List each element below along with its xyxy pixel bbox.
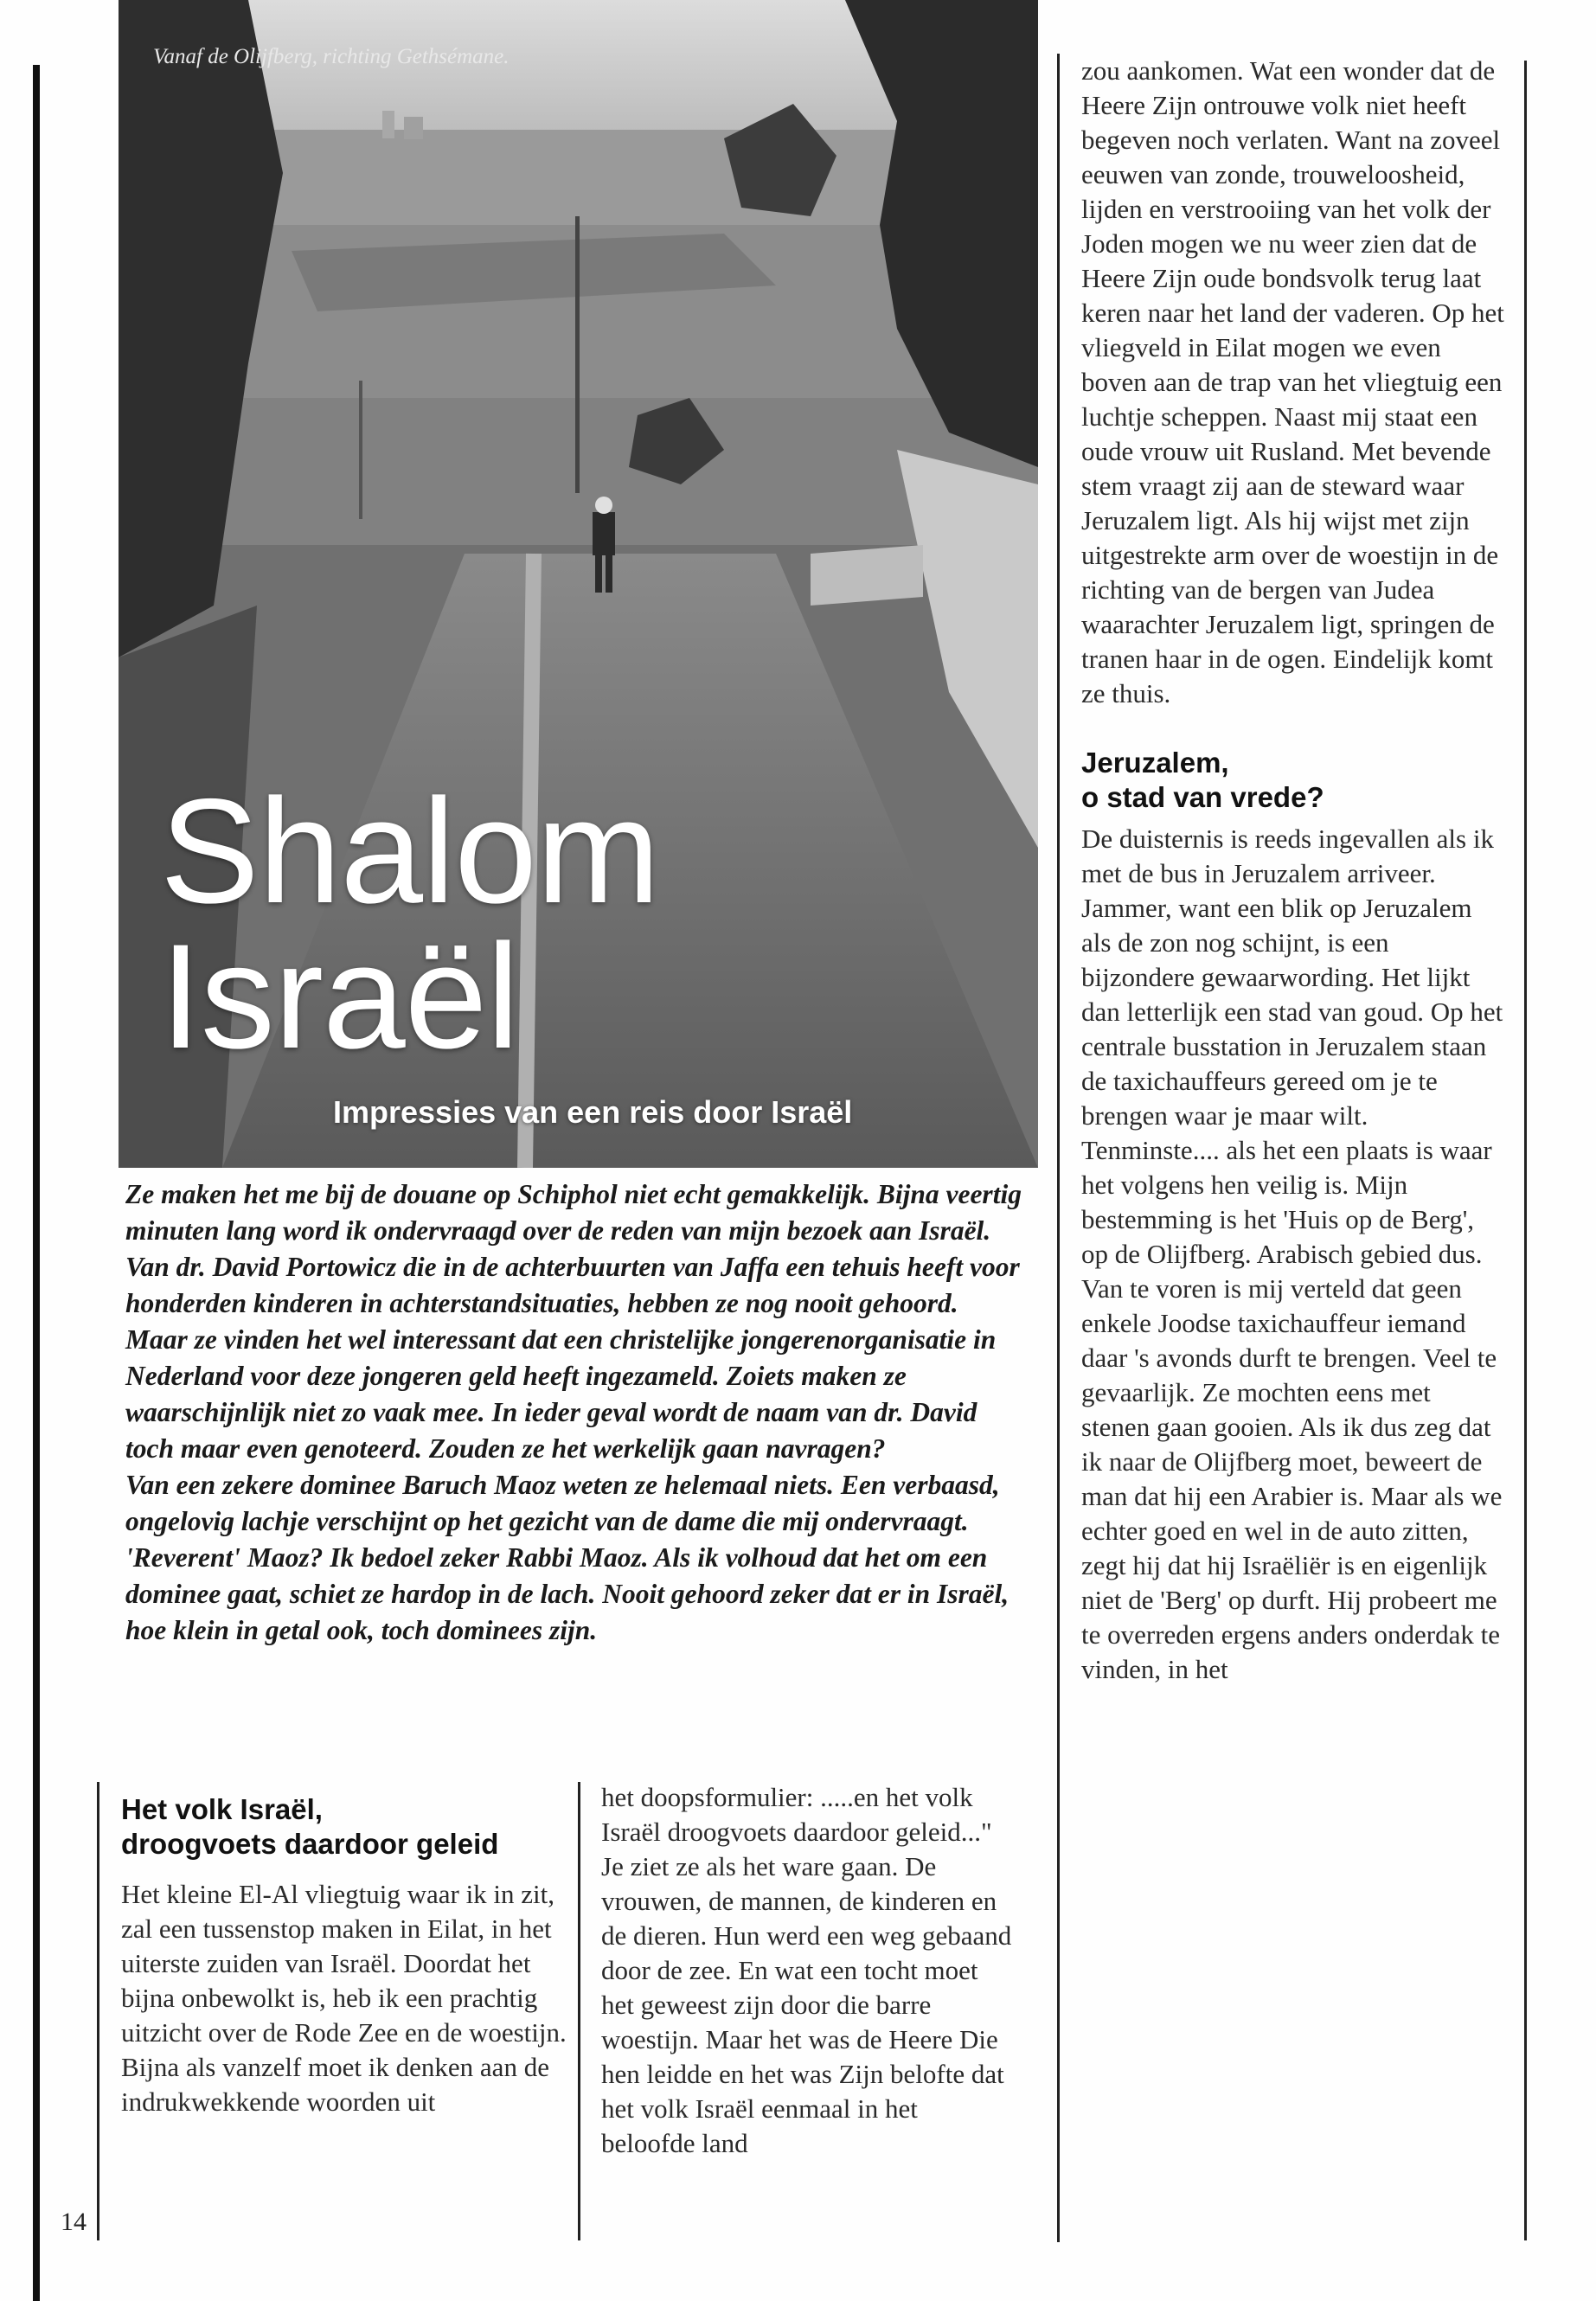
title-line-1: Shalom	[160, 768, 660, 934]
section-heading-volk	[121, 1792, 571, 1862]
column-rule-1	[578, 1782, 580, 2240]
column-2-body: het doopsformulier: .....en het volk Israël droogvoets daardoor geleid..." Je ziet ze als het ware gaan. De vrouwen, de mannen, de kinderen en de dieren. Hun werd een weg gebaand door de zee. En wat een tocht moet het geweest zijn door die barre woestijn. Maar het was de Heere Die hen leidde en het was Zijn belofte dat het volk Israël eenmaal in het beloofde land	[601, 1782, 1012, 2158]
column-3	[1081, 54, 1505, 1687]
article-subtitle: Impressies van een reis door Israël	[333, 1094, 853, 1130]
heading-line-1: Het volk Israël,	[121, 1793, 323, 1825]
heading-line-2: o stad van vrede?	[1081, 781, 1324, 813]
column-rule-right	[1524, 61, 1527, 2240]
article-photo	[119, 0, 1038, 1168]
page-edge	[33, 65, 40, 2301]
column-3-body: zou aankomen. Wat een wonder dat de Heere Zijn ontrouwe volk niet heeft begeven noch verlaten. Want na zoveel eeuwen van zonde, trouweloosheid, lijden en verstrooiing van het volk der Joden mogen we nu weer zien dat de Heere Zijn oude bondsvolk terug laat keren naar het land der vaderen. Op het vliegveld in Eilat mogen we even boven aan de trap van het vliegtuig een luchtje scheppen. Naast mij staat een oude vrouw uit Rusland. Met bevende stem vraagt zij aan de steward waar Jeruzalem ligt. Als hij wijst met zijn uitgestrekte arm over de woestijn in de richting van de bergen van Judea waarachter Jeruzalem ligt, springen de tranen haar in de ogen. Eindelijk komt ze thuis.	[1081, 55, 1504, 708]
intro-paragraph-1: Ze maken het me bij de douane op Schiphol niet echt gemakkelijk. Bijna veertig minuten lang word ik ondervraagd over de reden van mijn bezoek aan Israël. Van dr. David Portowicz die in de achterbuurten van Jaffa een tehuis heeft voor honderden kinderen in achterstandsituaties, hebben ze nog nooit gehoord. Maar ze vinden het wel interessant dat een christelijke jongerenorganisatie in Nederland voor deze jongeren geld heeft ingezameld. Zoiets maken ze waarschijnlijk niet zo vaak mee. In ieder geval wordt de naam van dr. David toch maar even genoteerd. Zouden ze het werkelijk gaan navragen?	[125, 1179, 1022, 1464]
column-1-body: Het kleine El-Al vliegtuig waar ik in zit, zal een tussenstop maken in Eilat, in het uiterste zuiden van Israël. Doordat het bijna onbewolkt is, heb ik een prachtig uitzicht over de Rode Zee en de woestijn. Bijna als vanzelf moet ik denken aan de indrukwekkende woorden uit	[121, 1879, 567, 2117]
intro-paragraph-2: Van een zekere dominee Baruch Maoz weten ze helemaal niets. Een verbaasd, ongelovig lachje verschijnt op het gezicht van de dame die mij ondervraagt. 'Reverent' Maoz? Ik bedoel zeker Rabbi Maoz. Als ik volhoud dat het om een dominee gaat, schiet ze hardop in de lach. Nooit gehoord zeker dat er in Israël, hoe klein in getal ook, toch dominees zijn.	[125, 1470, 1010, 1645]
page-number: 14	[61, 2208, 87, 2236]
column-1	[121, 1792, 571, 2119]
section-heading-jeruzalem	[1081, 746, 1505, 815]
article-title	[160, 768, 660, 1080]
column-2	[601, 1780, 1016, 2161]
heading-line-1: Jeruzalem,	[1081, 747, 1229, 779]
intro	[125, 1176, 1025, 1649]
title-line-2: Israël	[160, 913, 519, 1080]
column-rule-left	[97, 1782, 99, 2240]
column-rule-2	[1057, 54, 1060, 2242]
column-3-body-2: De duisternis is reeds ingevallen als ik met de bus in Jeruzalem arriveer. Jammer, want een blik op Jeruzalem als de zon nog schijnt, is een bijzondere gewaarwording. Het lijkt dan letterlijk een stad van goud. Op het centrale busstation in Jeruzalem staan de taxichauffeurs gereed om je te brengen waar je maar wilt. Tenminste.... als het een plaats is waar het volgens hen veilig is. Mijn bestemming is het 'Huis op de Berg', op de Olijfberg. Arabisch gebied dus. Van te voren is mij verteld dat geen enkele Joodse taxichauffeur iemand daar 's avonds durft te brengen. Veel te gevaarlijk. Ze mochten eens met stenen gaan gooien. Als ik dus zeg dat ik naar de Olijfberg moet, beweert de man dat hij een Arabier is. Maar als we echter goed en wel in de auto zitten, zegt hij dat hij Israëliër is en eigenlijk niet de 'Berg' op durft. Hij probeert me te overreden ergens anders onderdak te vinden, in het	[1081, 824, 1503, 1684]
photo-caption: Vanaf de Olijfberg, richting Gethsémane.	[153, 45, 510, 68]
heading-line-2: droogvoets daardoor geleid	[121, 1828, 499, 1860]
